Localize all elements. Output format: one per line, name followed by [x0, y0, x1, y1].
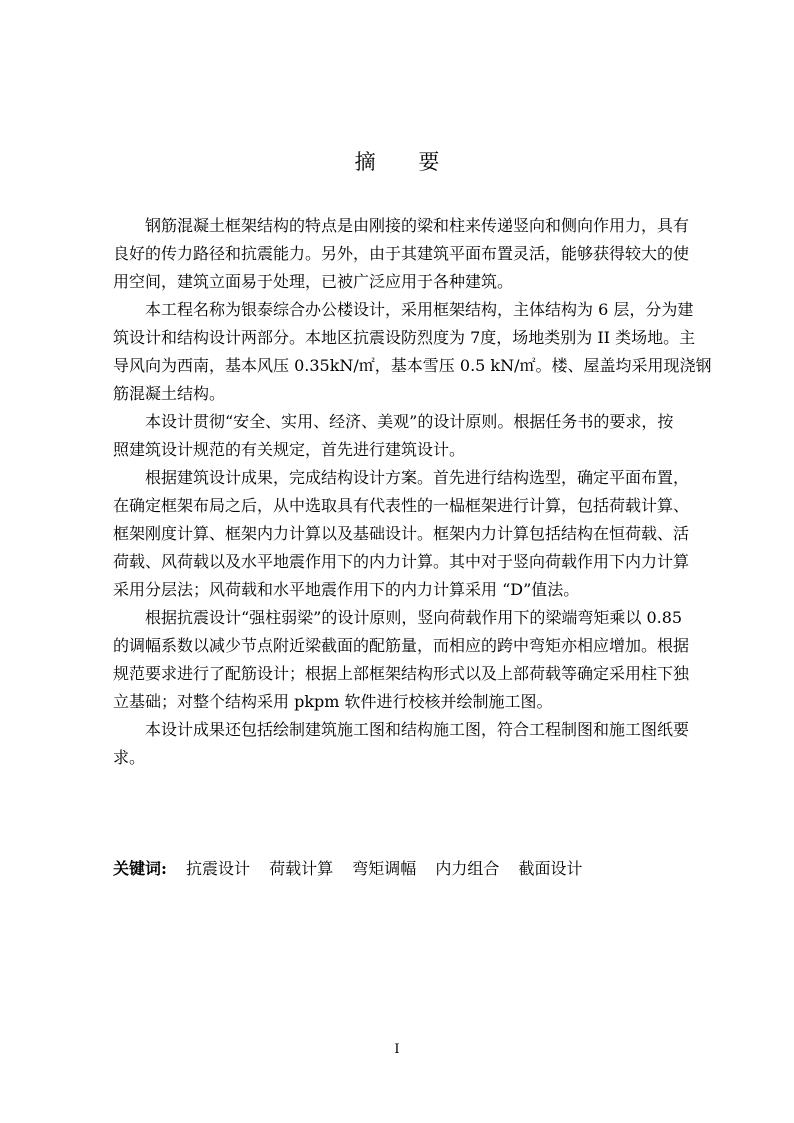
paragraph-line: 本工程名称为银泰综合办公楼设计，采用框架结构，主体结构为 6 层，分为建	[145, 300, 694, 319]
paragraph-line: 规范要求进行了配筋设计；根据上部框架结构形式以及上部荷载等确定采用柱下独	[113, 664, 690, 683]
paragraph-line: 本设计成果还包括绘制建筑施工图和结构施工图，符合工程制图和施工图纸要	[145, 720, 690, 739]
paragraph-line: 立基础；对整个结构采用 pkpm 软件进行校核并绘制施工图。	[113, 692, 553, 711]
abstract-paragraph	[113, 212, 695, 296]
abstract-paragraph	[113, 716, 695, 772]
abstract-paragraph	[113, 408, 695, 464]
keywords	[113, 855, 695, 883]
paragraph-line: 筋混凝土结构。	[113, 384, 226, 403]
keyword-item: 截面设计	[518, 859, 583, 878]
keyword-item: 荷载计算	[269, 859, 334, 878]
keyword-item: 弯矩调幅	[352, 859, 417, 878]
paragraph-line: 本设计贯彻“安全、实用、经济、美观”的设计原则。根据任务书的要求，按	[145, 412, 674, 431]
abstract-paragraph	[113, 464, 695, 604]
page-number: I	[394, 1042, 400, 1057]
paragraph-line: 筑设计和结构设计两部分。本地区抗震设防烈度为 7度，场地类别为 II 类场地。主	[113, 328, 696, 347]
page-title: 摘 要	[354, 150, 458, 174]
paragraph-line: 的调幅系数以减少节点附近梁截面的配筋量，而相应的跨中弯矩亦相应增加。根据	[113, 636, 690, 655]
paragraph-line: 良好的传力路径和抗震能力。另外，由于其建筑平面布置灵活，能够获得较大的使	[113, 244, 690, 263]
paragraph-line: 根据抗震设计“强柱弱梁”的设计原则，竖向荷载作用下的梁端弯矩乘以 0.85	[145, 608, 683, 627]
keywords-label: 关键词:	[113, 859, 167, 878]
abstract-paragraph	[113, 604, 695, 716]
abstract-paragraph	[113, 296, 712, 408]
paragraph-line: 用空间，建筑立面易于处理，已被广泛应用于各种建筑。	[113, 272, 514, 291]
paragraph-line: 导风向为西南，基本风压 0.35kN/㎡，基本雪压 0.5 kN/㎡。楼、屋盖均采用现浇钢	[113, 356, 712, 375]
paragraph-line: 照建筑设计规范的有关规定，首先进行建筑设计。	[113, 440, 466, 459]
paragraph-line: 在确定框架布局之后，从中选取具有代表性的一榀框架进行计算，包括荷载计算、	[113, 496, 690, 515]
paragraph-line: 采用分层法；风荷载和水平地震作用下的内力计算采用 “D”值法。	[113, 580, 580, 599]
abstract-body	[113, 212, 712, 772]
paragraph-line: 求。	[113, 748, 146, 767]
paragraph-line: 荷载、风荷载以及水平地震作用下的内力计算。其中对于竖向荷载作用下内力计算	[113, 552, 690, 571]
keyword-item: 抗震设计	[186, 859, 251, 878]
paragraph-line: 钢筋混凝土框架结构的特点是由刚接的梁和柱来传递竖向和侧向作用力，具有	[145, 216, 690, 235]
keyword-item: 内力组合	[435, 859, 500, 878]
paragraph-line: 框架刚度计算、框架内力计算以及基础设计。框架内力计算包括结构在恒荷载、活	[113, 524, 690, 543]
paragraph-line: 根据建筑设计成果，完成结构设计方案。首先进行结构选型，确定平面布置，	[145, 468, 690, 487]
